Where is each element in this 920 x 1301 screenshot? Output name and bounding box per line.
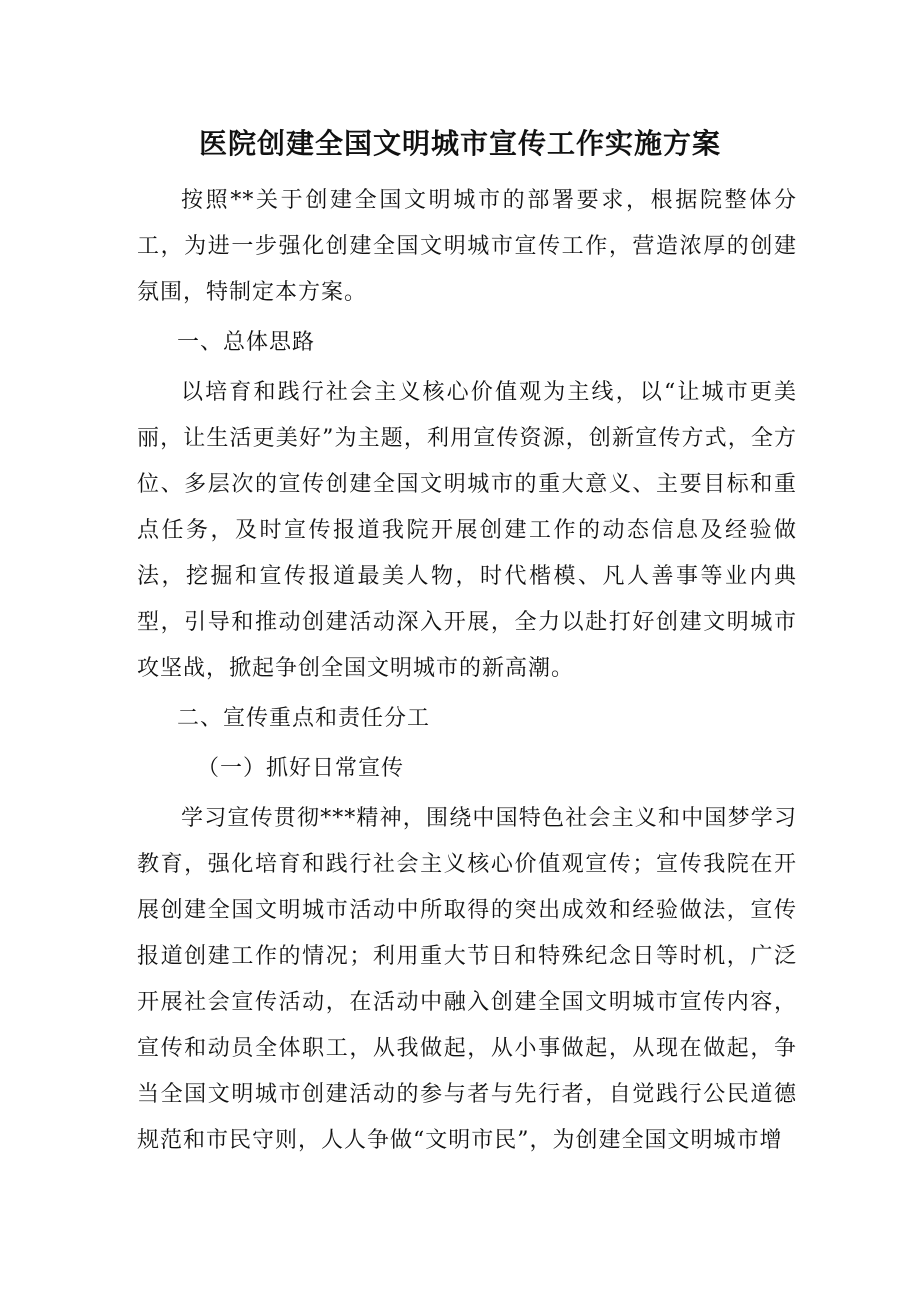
intro-paragraph: 按照**关于创建全国文明城市的部署要求，根据院整体分工，为进一步强化创建全国文明城市宣传工作，营造浓厚的创建氛围，特制定本方案。: [137, 188, 797, 305]
document-title: 医院创建全国文明城市宣传工作实施方案: [198, 127, 721, 160]
section2-heading: 二、宣传重点和责任分工: [177, 706, 431, 731]
subsection1-paragraph: 学习宣传贯彻***精神，围绕中国特色社会主义和中国梦学习教育，强化培育和践行社会主义核心价值观宣传；宣传我院在开展创建全国文明城市活动中所取得的突出成效和经验做法，宣传报道创建工作的情况；利用重大节日和特殊纪念日等时机，广泛开展社会宣传活动，在活动中融入创建全国文明城市宣传内容，宣传和动员全体职工，从我做起，从小事做起，从现在做起，争当全国文明城市创建活动的参与者与先行者，自觉践行公民道德规范和市民守则，人人争做“文明市民”，为创建全国文明城市增: [137, 806, 797, 1153]
section1-paragraph: 以培育和践行社会主义核心价值观为主线，以“让城市更美丽，让生活更美好”为主题，利用宣传资源，创新宣传方式，全方位、多层次的宣传创建全国文明城市的重大意义、主要目标和重点任务，及时宣传报道我院开展创建工作的动态信息及经验做法，挖掘和宣传报道最美人物，时代楷模、凡人善事等业内典型，引导和推动创建活动深入开展，全力以赴打好创建文明城市攻坚战，掀起争创全国文明城市的新高潮。: [137, 380, 797, 681]
document-body: [137, 178, 797, 1164]
subsection1-heading: （一）抓好日常宣传: [197, 756, 405, 781]
section1-heading: 一、总体思路: [177, 330, 316, 355]
